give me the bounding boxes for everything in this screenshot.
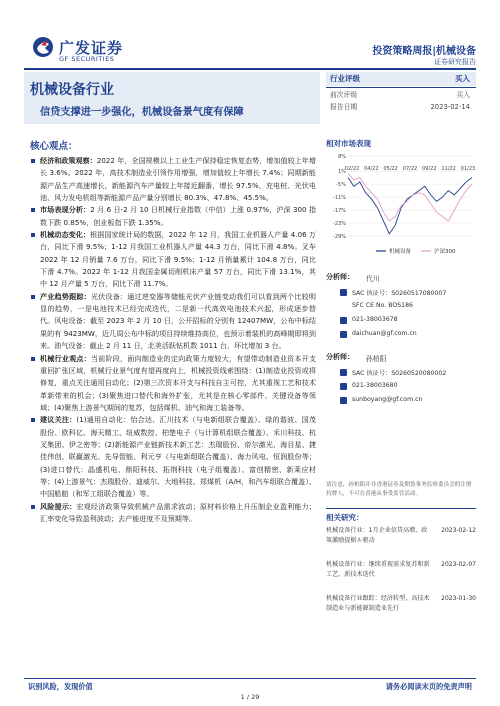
related-divider <box>326 508 476 509</box>
bullet-risk <box>40 501 316 526</box>
analyst-sac: SAC 执证号：S0260520080002 <box>352 370 447 377</box>
bullet-text: 2022 年，全国规模以上工业生产保持稳定恢复态势，增加值较上年增长 3.6%。2022 年，高技术制造业引领作用增强，增加值较上年增长 7.4%；同期新能源产品生产高速增长，新能源汽车产量较上年接近翻番，增长 97.5%，充电桩、光伏电池、风力发电机组等新能源产品产量分别增长 80.3%、47.8%、45.5%。 <box>40 156 317 203</box>
bullet-industry-view <box>40 353 316 415</box>
bullet-icon <box>31 505 35 509</box>
related-item[interactable] <box>326 594 476 615</box>
prev-rating-key: 前次评级 <box>330 91 358 99</box>
bullet-lead: 市场表现分析： <box>40 205 91 215</box>
bullet-icon <box>31 295 35 299</box>
chart-y-tick-label: -17% <box>333 208 346 215</box>
brand-logo <box>32 36 147 66</box>
analyst-name: 孙柏阳 <box>366 355 387 363</box>
analyst-phone: 021-38003680 <box>352 382 398 389</box>
chart-y-tick-label: -5% <box>336 182 346 189</box>
rating-key: 行业评级 <box>330 74 360 83</box>
email-icon <box>340 331 347 338</box>
report-subtype: 证券研究报告 <box>434 58 476 66</box>
relative-performance-chart <box>326 150 476 260</box>
bullet-lead: 建议关注： <box>40 415 77 425</box>
rating-value: 买入 <box>455 74 470 83</box>
bullet-lead: 机械动态变化： <box>40 230 91 240</box>
report-date-value: 2023-02-14 <box>430 103 470 111</box>
footer-slogan: 识别风险，发现价值 <box>28 682 93 691</box>
related-item[interactable] <box>326 560 476 581</box>
chart-legend-label: 沪深300 <box>434 249 456 255</box>
chart-y-tick-label: 1% <box>338 169 346 176</box>
chart-y-tick-label: 8% <box>338 154 346 160</box>
chart-x-tick-label: 01/23 <box>460 166 476 172</box>
analyst-email[interactable]: sunboyang@gf.com.cn <box>352 396 423 403</box>
bullet-lead: 风险提示： <box>40 501 77 511</box>
analyst-sfc: SFC CE No. BOS186 <box>352 302 413 309</box>
core-viewpoint-title: 核心观点： <box>30 141 78 152</box>
chart-x-tick-label: 11/22 <box>441 166 456 172</box>
brand-name-en: GF SECURITIES <box>59 55 115 63</box>
chart-legend-label: 机械设备 <box>389 249 412 255</box>
brand-logo-icon <box>32 36 54 58</box>
analyst-disclaimer: 请注意，孙柏阳并非香港证券及期货事务监察委员会的注册持牌人，不可在香港从事受监管活动。 <box>326 482 472 497</box>
bullet-trends <box>40 291 316 353</box>
prev-rating-value: 买入 <box>456 91 470 99</box>
bullet-icon <box>31 418 35 422</box>
related-item-date: 2023-01-30 <box>441 595 476 602</box>
industry-title: 机械设备行业 <box>30 82 114 98</box>
bullet-icon <box>31 357 35 361</box>
rating-table <box>326 72 476 116</box>
chart-x-tick-label: 05/22 <box>383 166 398 172</box>
analyst-email[interactable]: daichuan@gf.com.cn <box>352 330 417 337</box>
footer-divider <box>24 678 476 679</box>
chart-y-tick-label: -11% <box>333 195 346 202</box>
analyst-phone: 021-38003678 <box>352 316 398 323</box>
bullet-dynamics <box>40 229 316 291</box>
related-item-date: 2023-02-12 <box>441 527 476 534</box>
rating-divider <box>326 87 476 88</box>
bullet-text: 当前阶段，面向制造业的定向政策力度较大，有望带动制造业资本开支重回扩张区域，机械行业景气度有望再度向上，机械投资线索围绕：(1)制造业投资或将修复，重点关注通用自动化；(2)第三次资本开支与科技自主可控，尤其重视工艺和技术革新带来的机会；(3)聚焦进口替代和海外扩张，尤其是在核心零部件、关键设备等领域；(4)聚焦上游景气期间的复苏，包括煤机、油气和海工装备等。 <box>40 353 316 412</box>
phone-icon <box>340 383 347 390</box>
bullet-lead: 经济和政策观察： <box>40 156 97 165</box>
chart-x-tick-label: 09/22 <box>422 166 437 172</box>
chart-title: 相对市场表现 <box>326 139 371 148</box>
related-item-title: 机械设备行业跟踪：经济转型，高技术制造业与新能源制造业先行 <box>326 595 430 613</box>
bullet-lead: 产业趋势跟踪： <box>40 291 91 301</box>
related-research-title: 相关研究： <box>326 513 364 522</box>
related-item-date: 2023-02-07 <box>441 561 476 568</box>
analyst-label: 分析师： <box>326 353 354 361</box>
bullet-lead: 机械行业观点： <box>40 353 91 363</box>
chart-x-tick-label: 07/22 <box>402 166 418 172</box>
analyst-label: 分析师： <box>326 273 354 281</box>
bullet-suggestions <box>40 414 316 500</box>
chart-y-tick-label: -23% <box>333 221 346 228</box>
bullet-icon <box>31 159 35 163</box>
bullet-text: 根据国家统计局的数据，2022 年 12 月，我国工业机器人产量 4.06 万台，同比下滑 9.5%；1-12 月我国工业机器人产量 44.3 万台，同比下滑 4.8%。叉车 2022 年 12 月销量 7.6 万台，同比下滑 9.5%；1-12 月销量累计 104.8 万台，同比下滑 4.7%。2022 年 1-12 月我国金属切削机床产量 57 万台，同比下滑 13.1%，其中 12 月产量 5 万台，同比下滑 11.7%。 <box>40 230 316 289</box>
related-item-title: 机械设备行业：1月企业信贷高增，政策激励提振ル驱动 <box>326 527 428 545</box>
report-date-key: 报告日期 <box>330 103 358 111</box>
bullet-economy <box>40 155 316 204</box>
related-item-title: 机械设备行业：继续重视需求复苏和新工艺、新技术迭代 <box>326 561 430 579</box>
analyst-name: 代川 <box>366 275 380 283</box>
related-item[interactable] <box>326 526 476 547</box>
brand-name-cn: 广发证券 <box>59 39 124 57</box>
chart-y-tick-label: -29% <box>333 234 346 240</box>
email-icon <box>340 397 347 404</box>
certificate-icon <box>340 289 347 296</box>
core-viewpoint-list <box>40 155 316 525</box>
bullet-icon <box>31 208 35 212</box>
page-number: 1 / 29 <box>240 693 260 701</box>
header-divider <box>24 68 476 70</box>
bullet-market <box>40 204 316 229</box>
chart-x-tick-label: 02/22 <box>344 166 360 172</box>
bullet-text: 2 月 6 日-2 月 10 日机械行业指数（中信）上涨 0.97%，沪深 300 指数下跌 0.85%，创业板指下跌 1.35%。 <box>40 205 316 227</box>
chart-series-line <box>348 178 472 234</box>
bullet-text: 宏观经济政策导致机械产品需求波动；原材料价格上升压制企业盈利能力；汇率变化导致盈利波动；去产能进度不及预期等。 <box>40 501 317 523</box>
bullet-icon <box>31 233 35 237</box>
footer-disclaimer: 请务必阅读末页的免责声明 <box>385 682 472 691</box>
report-headline: 信贷支撑进一步强化，机械设备景气度有保障 <box>40 107 244 118</box>
certificate-icon <box>340 369 347 376</box>
analyst-sac: SAC 执证号：S0260517080007 <box>352 290 447 297</box>
bullet-text: 光伏设备：通过逆变器等储能光伏产业链变动我们可以看到两个比较明显的趋势，一是电池技术已经完成迭代，二是新一代高效电池技术兴起，形成逐步替代。风电设备：截至 2023 年 2 月 10 日，公开招标的分别有 12407MW，公布中标结果的有 9423MW，近几周公布中标的项目持续维持高位，也预示着装机的高峰期即将到来。油气设备：截止 2 月 11 日，北美活跃钻机数 1011 台，环比增加 3 台。 <box>40 291 316 351</box>
bullet-text: (1)通用自动化：怡合达、汇川技术（与电新组联合覆盖）、绿的谐波、国茂股份、欧科亿、海天精工、纽威数控、柏楚电子（与计算机组联合覆盖）、禾川科技、杭叉集团、伊之密等；(2)新能源产业链新技术新工艺：杰瑞股份、帝尔激光、海目星、捷佳伟创、联赢激光、先导智能、利元亨（与电新组联合覆盖）、海力风电、恒润股份等；(3)进口替代：晶盛机电、鼎阳科技、拓荆科技（电子组覆盖）、富创精密、新莱应材等；(4)上游景气：杰瑞股份、迪威尔、大地科技、郑煤机（A/H，和汽车组联合覆盖）、中国船舶（和军工组联合覆盖）等。 <box>40 415 316 499</box>
rating-row-current <box>326 72 476 86</box>
phone-icon <box>340 317 347 324</box>
report-type: 投资策略周报|机械设备 <box>372 46 476 57</box>
chart-x-tick-label: 04/22 <box>364 166 379 172</box>
